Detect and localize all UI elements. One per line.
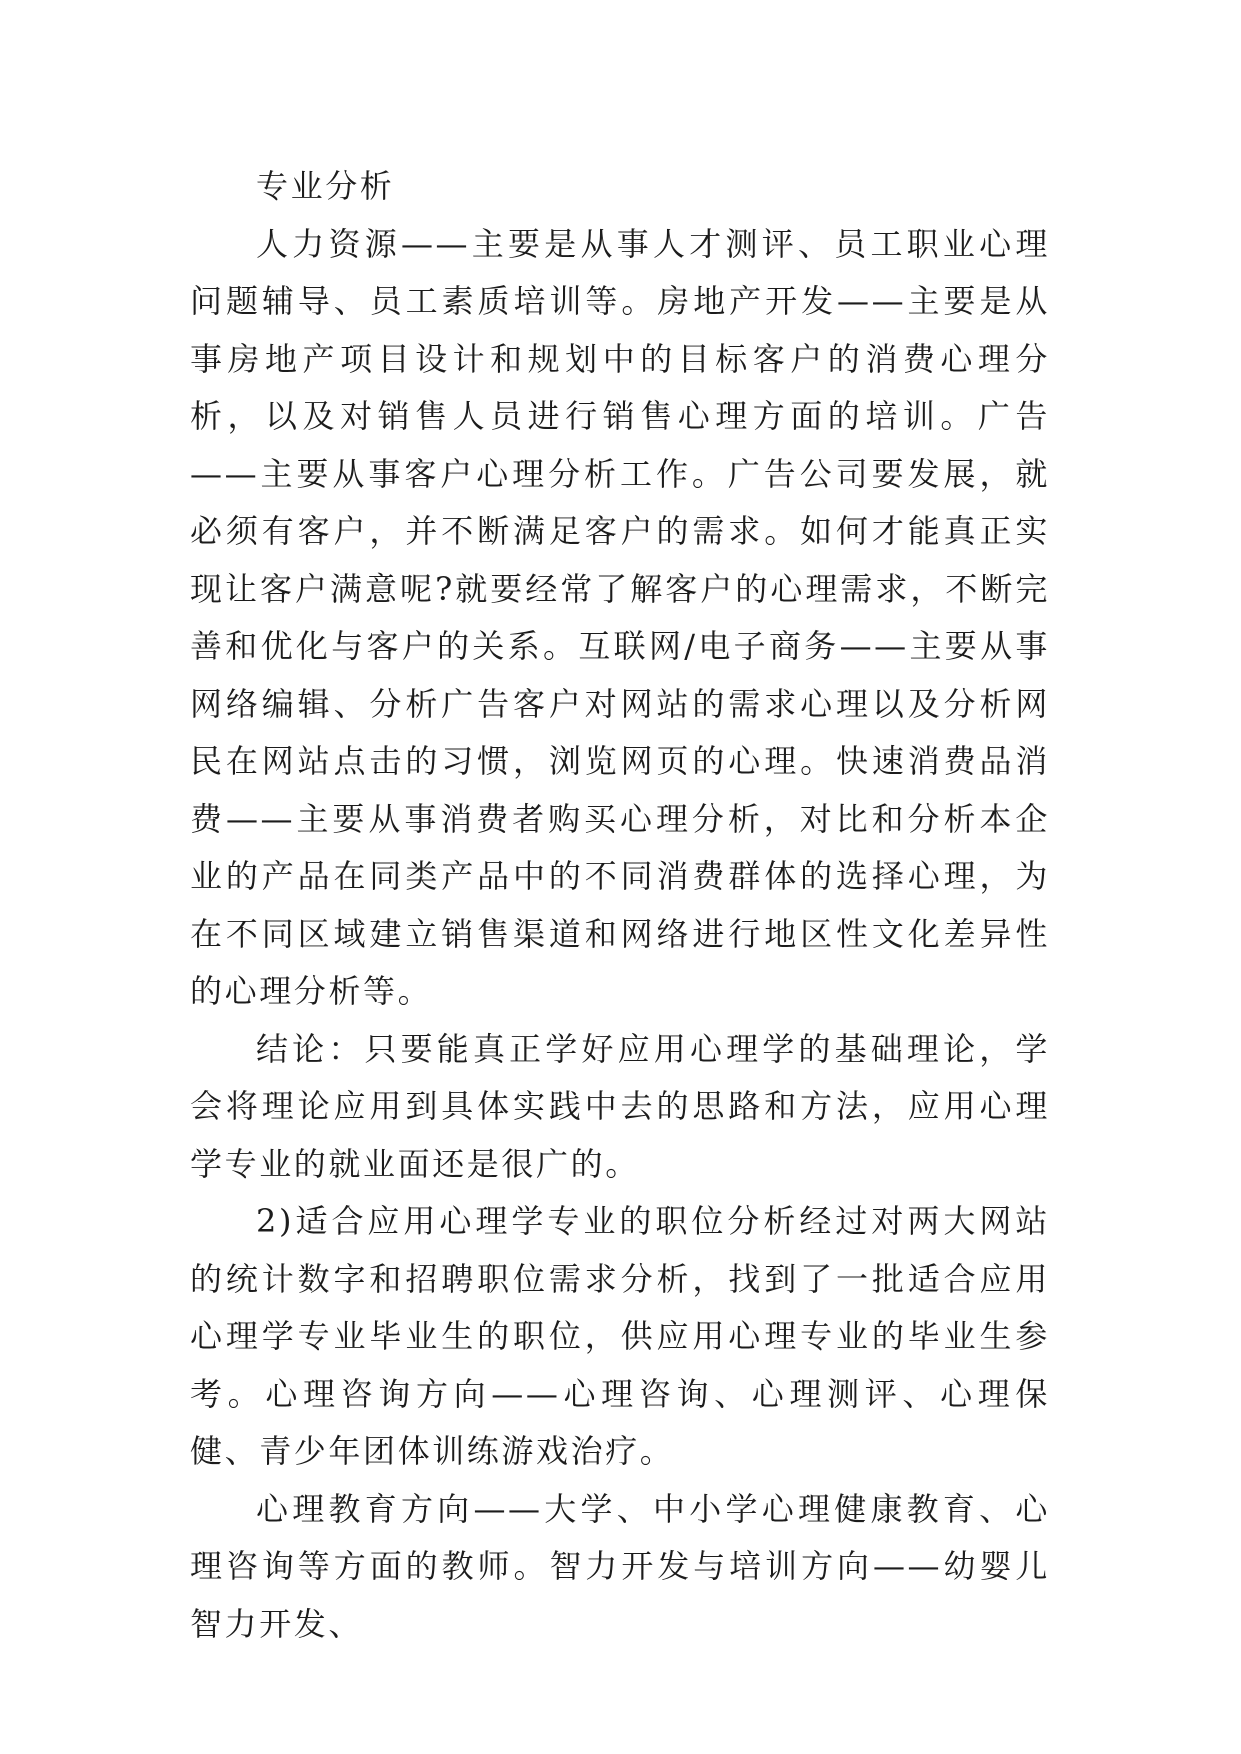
paragraph-heading: 专业分析 [256, 167, 395, 205]
paragraph: 结论：只要能真正学好应用心理学的基础理论，学会将理论应用到具体实践中去的思路和方法，应用心理学专业的就业面还是很广的。 [190, 1029, 1050, 1183]
paragraph: 2)适合应用心理学专业的职位分析经过对两大网站的统计数字和招聘职位需求分析，找到了一批适合应用心理学专业毕业生的职位，供应用心理专业的毕业生参考。心理咨询方向——心理咨询、心理测评、心理保健、青少年团体训练游戏治疗。 [190, 1202, 1050, 1470]
paragraph: 人力资源——主要是从事人才测评、员工职业心理问题辅导、员工素质培训等。房地产开发——主要是从事房地产项目设计和规划中的目标客户的消费心理分析，以及对销售人员进行销售心理方面的培训。广告——主要从事客户心理分析工作。广告公司要发展，就必须有客户，并不断满足客户的需求。如何才能真正实现让客户满意呢?就要经常了解客户的心理需求，不断完善和优化与客户的关系。互联网/电子商务——主要从事网络编辑、分析广告客户对网站的需求心理以及分析网民在网站点击的习惯，浏览网页的心理。快速消费品消费——主要从事消费者购买心理分析，对比和分析本企业的产品在同类产品中的不同消费群体的选择心理，为在不同区域建立销售渠道和网络进行地区性文化差异性的心理分析等。 [190, 224, 1050, 1010]
document-body [190, 158, 1050, 1653]
paragraph: 心理教育方向——大学、中小学心理健康教育、心理咨询等方面的教师。智力开发与培训方向——幼婴儿智力开发、 [190, 1489, 1050, 1643]
